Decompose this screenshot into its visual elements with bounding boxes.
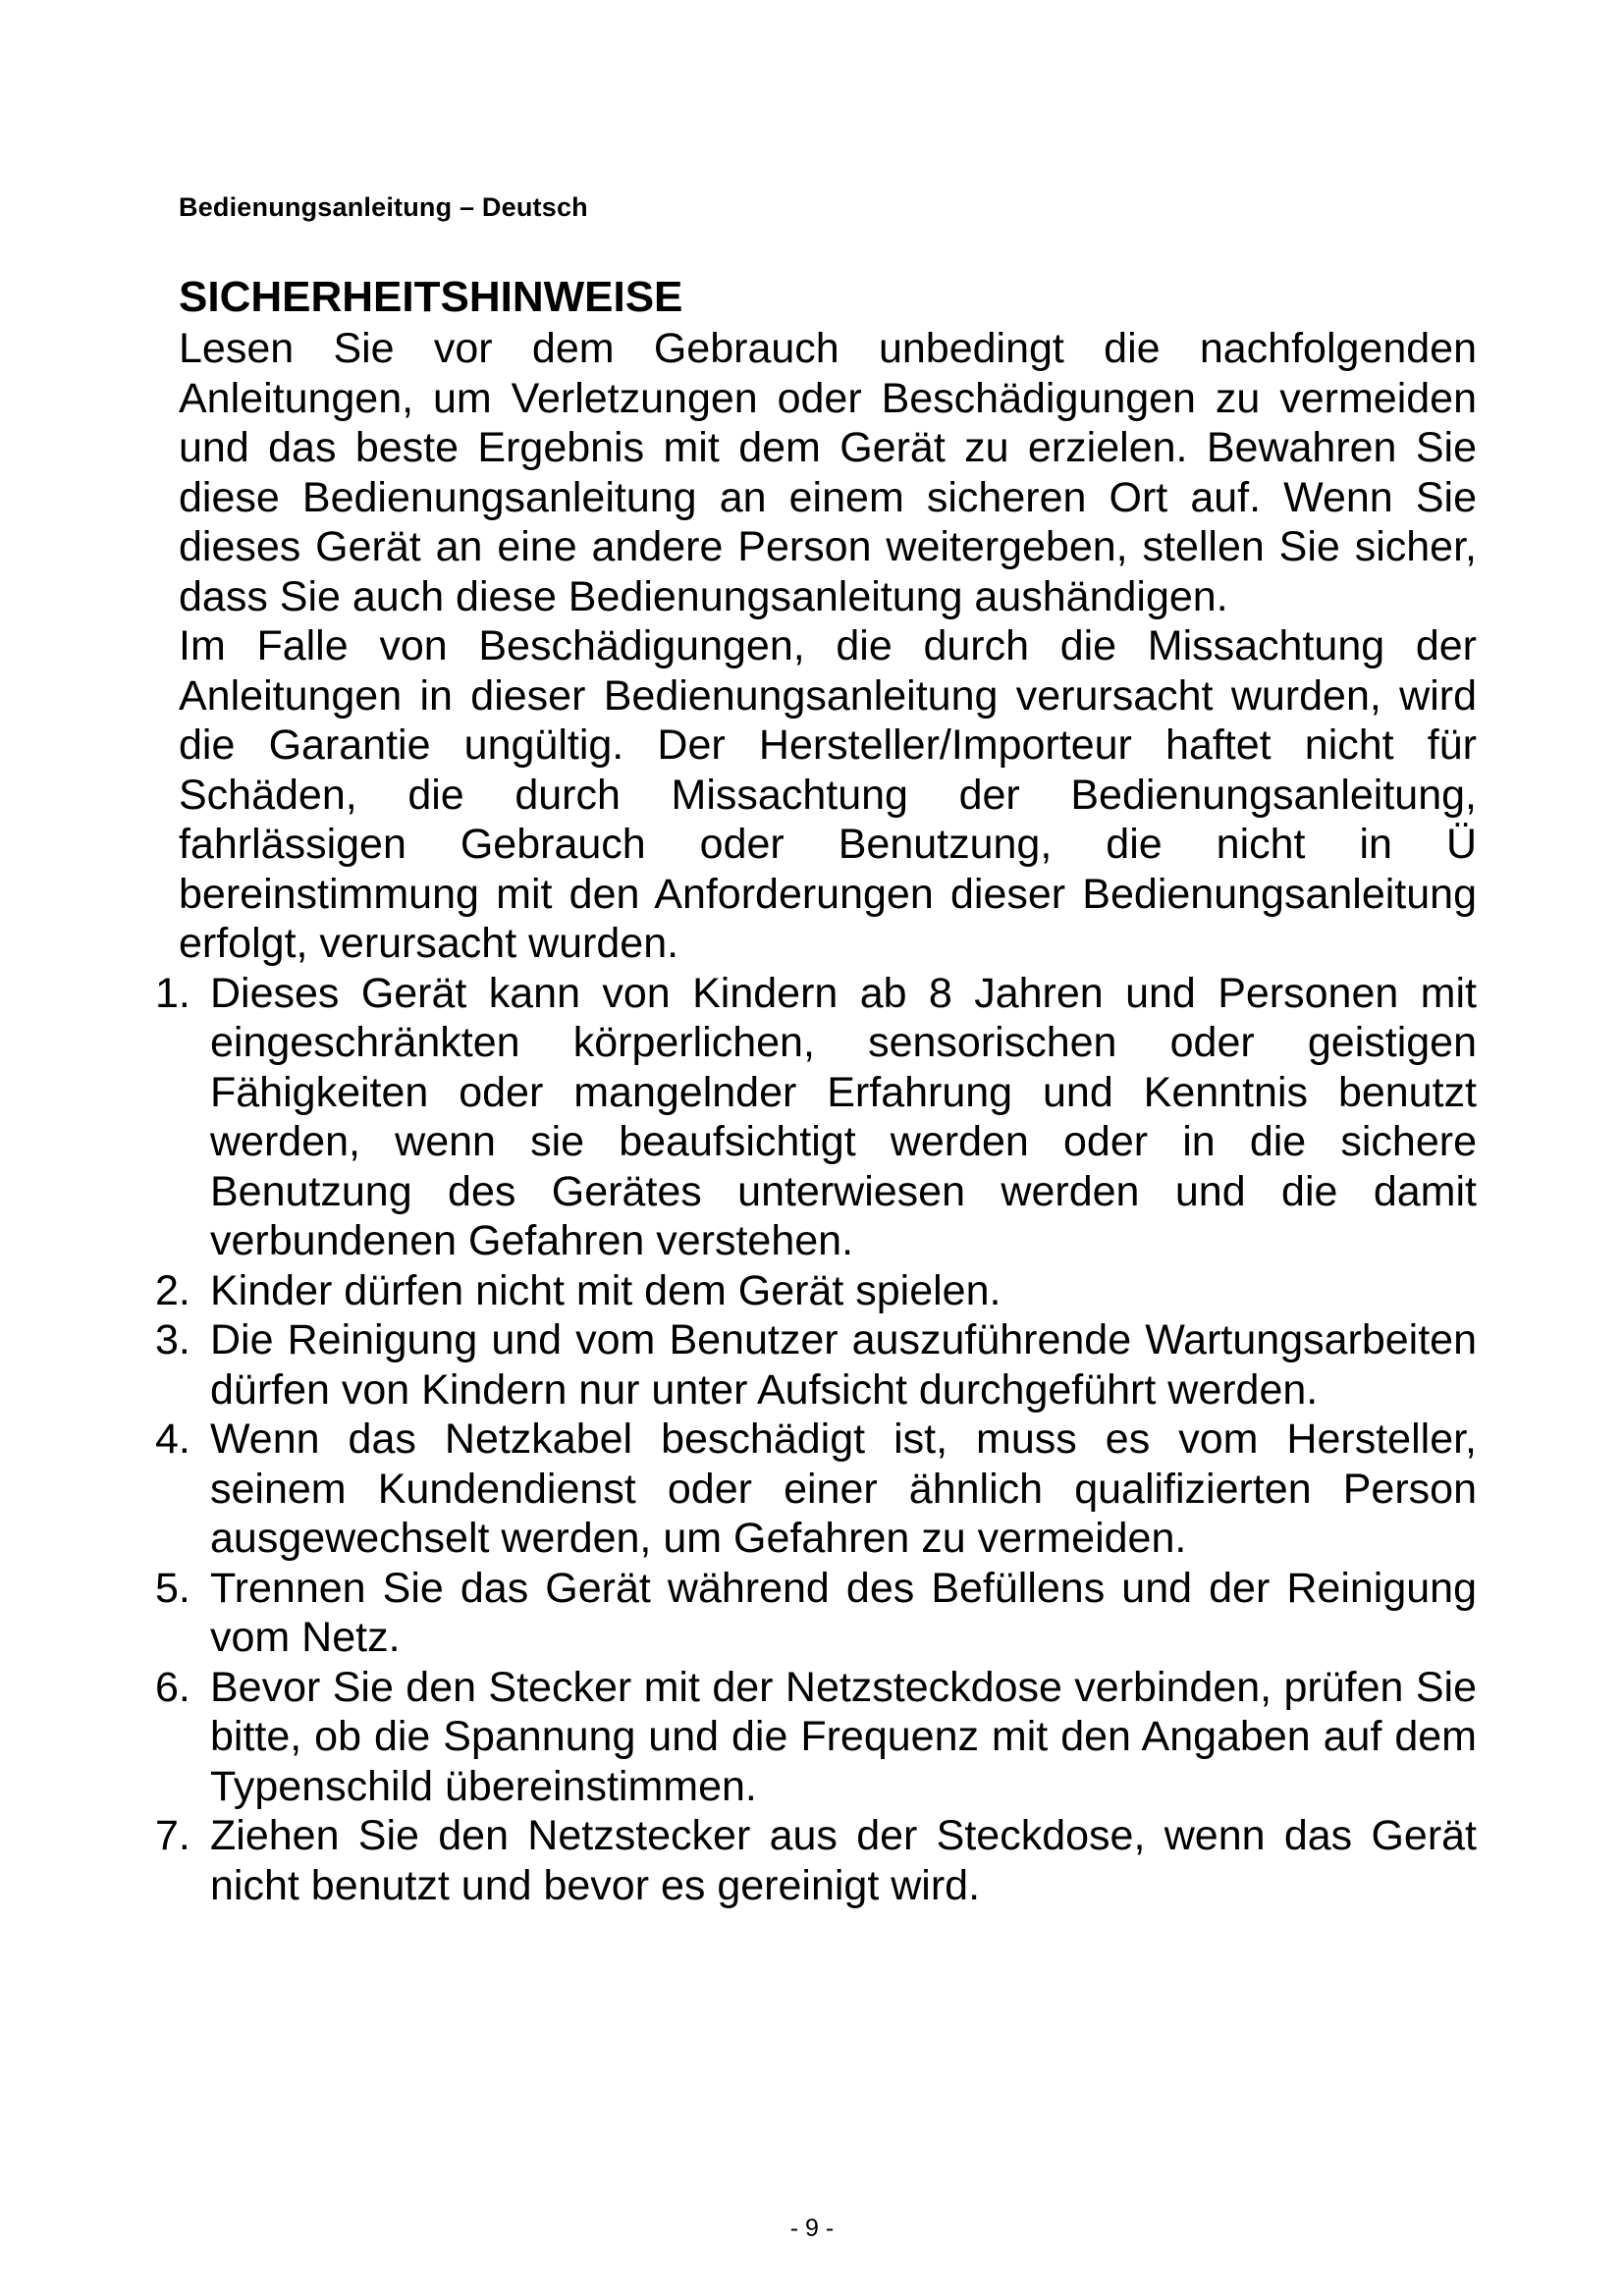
- document-body: [155, 271, 1477, 1910]
- list-item: [155, 1266, 1477, 1316]
- list-number: 2.: [155, 1266, 190, 1314]
- list-number: 6.: [155, 1663, 190, 1711]
- list-number: 3.: [155, 1316, 190, 1363]
- list-number: 5.: [155, 1564, 190, 1612]
- warranty-paragraph: Im Falle von Beschädigungen, die durch die Missachtung der Anleitungen in dieser Bedienungsanleitung verursacht wurden, wird die Garantie ungültig. Der Hersteller/Importeur haftet nicht für Schäden, die durch Missachtung der Bedienungsanleitung, fahrlässigen Gebrauch oder Benutzung, die nicht in Ü bereinstimmung mit den Anforderungen dieser Bedienungsanleitung erfolgt, verursacht wurden.: [179, 622, 1477, 967]
- section-title: SICHERHEITSHINWEISE: [179, 273, 683, 321]
- list-text: Bevor Sie den Stecker mit der Netzsteckdose verbinden, prüfen Sie bitte, ob die Spannung und die Frequenz mit den Angaben auf dem Typenschild übereinstimmen.: [210, 1663, 1477, 1810]
- list-number: 4.: [155, 1415, 190, 1463]
- list-item: [155, 1663, 1477, 1812]
- list-text: Dieses Gerät kann von Kindern ab 8 Jahren und Personen mit eingeschränkten körperlichen, sensorischen oder geistigen Fähigkeiten oder mangelnder Erfahrung und Kenntnis benutzt werden, wenn sie beaufsichtigt werden oder in die sichere Benutzung des Gerätes unterwiesen werden und die damit verbundenen Gefahren verstehen.: [210, 969, 1477, 1264]
- page-header: Bedienungsanleitung – Deutsch: [179, 192, 588, 222]
- list-item: [155, 1315, 1477, 1415]
- list-item: [155, 1415, 1477, 1564]
- list-item: [155, 1564, 1477, 1663]
- list-item: [155, 1811, 1477, 1910]
- list-text: Kinder dürfen nicht mit dem Gerät spielen.: [210, 1266, 1001, 1314]
- intro-paragraph: Lesen Sie vor dem Gebrauch unbedingt die nachfolgenden Anleitungen, um Verletzungen oder Beschädigungen zu vermeiden und das beste Ergebnis mit dem Gerät zu erzielen. Bewahren Sie diese Bedienungsanleitung an einem sicheren Ort auf. Wenn Sie dieses Gerät an eine andere Person weitergeben, stellen Sie sicher, dass Sie auch diese Bedienungsanleitung aushändigen.: [179, 325, 1477, 620]
- page-number: - 9 -: [789, 2215, 835, 2242]
- list-text: Wenn das Netzkabel beschädigt ist, muss es vom Hersteller, seinem Kundendienst oder einer ähnlich qualifizierten Person ausgewechselt werden, um Gefahren zu vermeiden.: [210, 1415, 1477, 1562]
- list-number: 1.: [155, 969, 190, 1017]
- list-number: 7.: [155, 1812, 190, 1859]
- list-text: Trennen Sie das Gerät während des Befüllens und der Reinigung vom Netz.: [210, 1564, 1477, 1661]
- list-text: Die Reinigung und vom Benutzer auszuführende Wartungsarbeiten dürfen von Kindern nur unter Aufsicht durchgeführt werden.: [210, 1316, 1477, 1414]
- list-text: Ziehen Sie den Netzstecker aus der Steckdose, wenn das Gerät nicht benutzt und bevor es gereinigt wird.: [210, 1812, 1477, 1909]
- safety-list: [155, 969, 1477, 1911]
- list-item: [155, 969, 1477, 1266]
